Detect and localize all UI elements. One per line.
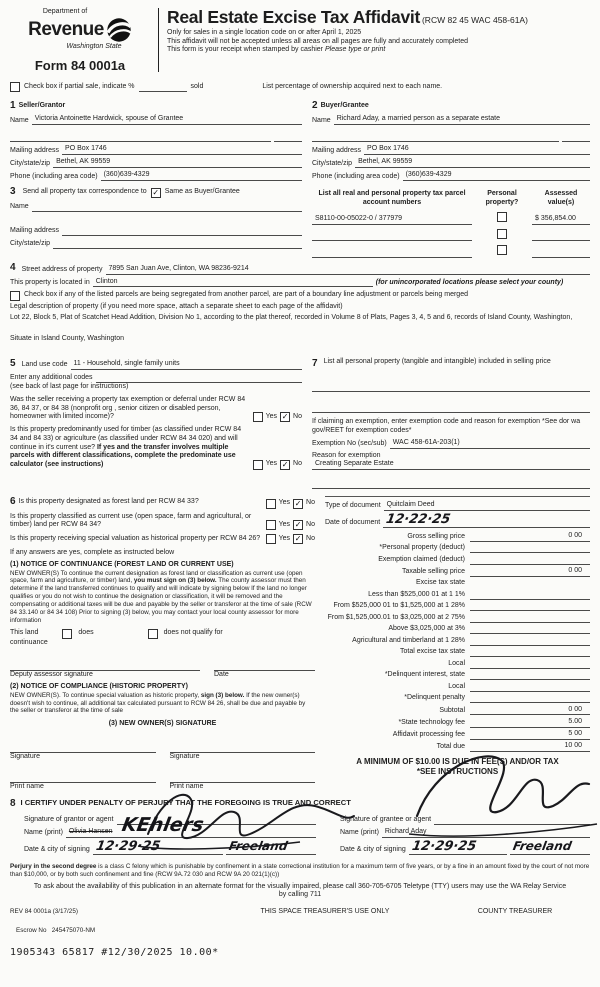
type-of-document-label: Type of document xyxy=(325,502,381,510)
seller-city-label: City/state/zip xyxy=(10,159,51,167)
this-land-label: This land xyxy=(10,629,39,637)
personal-property-checkbox-1[interactable] xyxy=(497,212,507,222)
no-label: No xyxy=(306,534,315,542)
grantor-name-handwriting: KEhlers xyxy=(120,813,206,836)
tax-row-value[interactable] xyxy=(470,660,590,669)
timber-agriculture-question: Is this property predominantly used for timber (as classified under RCW 84 34 and 84 33) or agriculture (as classified under RCW 84 34 020) and will continue in it's current use? If yes and the transfer involves multiple parcels with different classifications, complete the predominate use calculator (see instructions) xyxy=(10,426,242,468)
tax-row-label: Taxable selling price xyxy=(401,568,465,575)
grantee-signature-label: Signature of grantee or agent xyxy=(340,816,432,824)
minimum-due-note: A MINIMUM OF $10.00 IS DUE IN FEE(S) AND/OR TAX xyxy=(356,757,559,766)
new-owner-signature-field-2[interactable] xyxy=(170,741,316,753)
buyer-section xyxy=(312,100,590,182)
section1-number: 1 xyxy=(10,99,16,111)
legal-description-text: Lot 22, Block 5, Plat of Scatchet Head Addition, Division No 1, according to the plat thereof, recorded in Volume 8 of Plats, Pages 3, 4, 5 and 6, records of Island County, Washington, xyxy=(10,314,573,321)
escrow-line xyxy=(16,927,590,935)
grantor-city-handwriting: Freeland xyxy=(227,839,289,854)
legal-description-label: Legal description of property (if you need more space, attach a separate sheet to each page of the affidavit) xyxy=(10,303,343,311)
tax-row-label: From $1,525,000.01 to $3,025,000 at 2 75% xyxy=(327,613,465,621)
seller-name-label: Name xyxy=(10,116,29,124)
tax-row-label: Agricultural and timberland at 1 28% xyxy=(352,636,465,644)
corr-mailing-label: Mailing address xyxy=(10,227,60,234)
land-use-field[interactable]: 11 - Household, single family units xyxy=(71,360,303,370)
parcel-table xyxy=(312,190,590,258)
signature-label: Signature xyxy=(10,753,40,761)
parcel-header-personal: Personal property? xyxy=(485,190,519,206)
washington-state-label: Washington State xyxy=(66,42,122,50)
does-checkbox[interactable] xyxy=(62,629,72,639)
tax-row-label: *State technology fee xyxy=(398,718,465,726)
tax-row-value xyxy=(470,580,590,588)
buyer-name-label: Name xyxy=(312,116,331,124)
additional-codes-field[interactable] xyxy=(96,373,303,383)
tax-row-value[interactable] xyxy=(470,625,590,634)
q2-no-checkbox[interactable]: ✓ xyxy=(281,459,289,469)
street-address-label: Street address of property xyxy=(21,265,103,273)
buyer-city-label: City/state/zip xyxy=(312,159,353,167)
grantee-name-label: Name (print) xyxy=(340,829,379,837)
grantee-city-handwriting: Freeland xyxy=(511,839,573,854)
accessibility-note: To ask about the availability of this publication in an alternate format for the visually impaired, please call 360-705-6705 Teletype (TTY) users may use the WA Relay Service by calling 711 xyxy=(33,882,567,899)
tax-correspondence-section xyxy=(10,186,302,258)
type-of-document-field[interactable]: Quitclaim Deed xyxy=(384,501,590,511)
no-label: No xyxy=(293,412,302,420)
grantor-date-field[interactable] xyxy=(93,841,223,855)
assessed-value-field[interactable] xyxy=(532,249,590,258)
form-title: Real Estate Excise Tax Affidavit xyxy=(167,7,421,27)
notice1-body: NEW OWNER(S) To continue the current designation as forest land or classification as current use (open space, farm and agriculture, or timber) land, you must sign on (3) below. The county assessor must then determine if the land transferred continues to qualify and will indicate by signing below If the land no longer qualifies or you do not wish to continue the designation or classification, it will be removed and the compensating or additional taxes will be due and payable by the seller or transferor at the time of sale (RCW 84 33.140 or 84 34 108) Prior to signing (3) below, you may contact your local county assessor for more information xyxy=(10,569,312,624)
q1-no-checkbox[interactable]: ✓ xyxy=(281,412,289,421)
seller-mailing-label: Mailing address xyxy=(10,146,60,154)
buyer-name-field[interactable]: Richard Aday, a married person as a separate estate xyxy=(334,115,590,125)
tax-row-value[interactable] xyxy=(470,591,590,600)
q1-yes-checkbox[interactable] xyxy=(253,412,263,422)
q6a-no-checkbox[interactable]: ✓ xyxy=(294,498,302,508)
tax-row-label: Exemption claimed (deduct) xyxy=(378,555,465,563)
grantee-name-field[interactable]: Richard Aday xyxy=(382,828,590,838)
grantee-signature-field[interactable] xyxy=(434,815,590,825)
q6c-yes-checkbox[interactable] xyxy=(266,534,276,544)
parcel-header-numbers: List all real and personal property tax parcel account numbers xyxy=(318,190,466,206)
deputy-assessor-signature-field[interactable] xyxy=(10,659,200,671)
type-or-print-note: Please type or print xyxy=(324,46,386,54)
no-label: No xyxy=(306,499,315,507)
q6c-no-checkbox[interactable]: ✓ xyxy=(294,534,302,543)
grantor-name-field[interactable]: Olivia Hansen xyxy=(66,828,316,838)
current-use-question: Is this property classified as current use (open space, farm and agricultural, or timber) land per RCW 84 34? xyxy=(10,512,252,529)
buyer-city-field[interactable]: Bethel, AK 99559 xyxy=(355,158,590,168)
continuance-label: continuance xyxy=(10,638,48,646)
tax-row-label: Local xyxy=(448,682,465,690)
corr-mailing-field[interactable] xyxy=(62,226,302,236)
q6b-yes-checkbox[interactable] xyxy=(266,520,276,530)
property-address-section xyxy=(10,262,590,344)
tax-row-value[interactable] xyxy=(470,683,590,692)
parcel-number-field[interactable] xyxy=(312,249,472,258)
assessed-value-field[interactable] xyxy=(532,232,590,241)
partial-sale-checkbox[interactable] xyxy=(10,82,20,92)
ownership-note: List percentage of ownership acquired next to each name. xyxy=(262,83,443,90)
certify-statement: I CERTIFY UNDER PENALTY OF PERJURY THAT THE FOREGOING IS TRUE AND CORRECT xyxy=(20,797,351,807)
yes-label: Yes xyxy=(278,520,291,528)
forest-land-question: 6 Is this property designated as forest land per RCW 84 33? xyxy=(10,496,199,507)
additional-codes-label: Enter any additional codes xyxy=(10,374,93,382)
segregated-label: Check box if any of the listed parcels are being segregated from another parcel, are part of a boundary line adjustment or parcels being merged xyxy=(24,291,468,299)
tax-row-value[interactable] xyxy=(470,637,590,646)
county-treasurer-label: COUNTY TREASURER xyxy=(477,908,553,916)
grantee-date-label: Date & city of signing xyxy=(340,846,406,854)
parcel-header-assessed: Assessed value(s) xyxy=(544,190,578,206)
land-use-section xyxy=(10,358,302,490)
tax-row-label: Subtotal xyxy=(439,706,465,714)
yes-label: Yes xyxy=(278,534,291,542)
print-name-label: Print name xyxy=(10,782,44,790)
does-label: does xyxy=(78,629,94,637)
situate-text: Situate in Island County, Washington xyxy=(10,334,125,342)
historic-property-question: Is this property receiving special valuation as historical property per RCW 84 26? xyxy=(10,535,261,543)
personal-property-field-1[interactable] xyxy=(312,380,590,392)
seller-section xyxy=(10,100,302,182)
tax-row-value[interactable]: 10 00 xyxy=(470,742,590,752)
section8-number: 8 xyxy=(10,797,16,809)
assessed-value-field[interactable]: $ 356,854.00 xyxy=(532,215,590,225)
grantor-city-field[interactable] xyxy=(226,841,316,855)
partial-sale-percent-field[interactable] xyxy=(139,83,187,92)
tax-row-label: Total due xyxy=(436,743,465,751)
tax-row-label: *Delinquent interest, state xyxy=(384,671,465,679)
date-of-document-handwriting: 12·22·25 xyxy=(385,512,452,527)
buyer-percent-field[interactable] xyxy=(562,133,590,142)
treasurer-use-label: THIS SPACE TREASURER'S USE ONLY xyxy=(260,908,390,916)
notice1-title: (1) NOTICE OF CONTINUANCE (FOREST LAND OR CURRENT USE) xyxy=(10,560,234,568)
buyer-phone-field[interactable]: (360)639-4329 xyxy=(403,171,590,181)
does-not-label: does not qualify for xyxy=(163,629,223,637)
certification-section xyxy=(10,798,590,855)
form-number: Form 84 0001a xyxy=(34,57,126,73)
header-note-2: This affidavit will not be accepted unless all areas on all pages are fully and accurately completed xyxy=(167,37,469,45)
same-as-buyer-checkbox[interactable]: ✓ xyxy=(152,187,160,197)
grantee-date-handwriting: 12·29·25 xyxy=(410,839,478,855)
grantee-signing-block xyxy=(326,812,590,855)
county-note: (for unincorporated locations please select your county) xyxy=(375,278,564,286)
seller-phone-label: Phone (including area code) xyxy=(10,172,98,180)
tax-row-value[interactable] xyxy=(470,648,590,657)
parcel-number-field[interactable]: S8110-00-05022-0 / 377979 xyxy=(312,215,472,225)
notice3-title: (3) NEW OWNER(S) SIGNATURE xyxy=(108,720,217,728)
header-note-3: This form is your receipt when stamped by cashier xyxy=(167,46,324,54)
buyer-mailing-field[interactable]: PO Box 1746 xyxy=(364,145,590,155)
rev-number: REV 84 0001a (3/17/25) xyxy=(10,908,78,916)
tax-row-label: From $525,000 01 to $1,525,000 at 1 28% xyxy=(333,602,465,610)
header-note-1: Only for sales in a single location code on or after April 1, 2025 xyxy=(167,28,362,36)
header xyxy=(10,6,590,74)
section2-number: 2 xyxy=(312,99,318,111)
parcel-row xyxy=(312,229,590,242)
header-divider xyxy=(158,8,159,72)
does-not-checkbox[interactable] xyxy=(148,629,158,639)
print-name-label: Print name xyxy=(169,782,204,790)
signature-label: Signature xyxy=(169,753,200,761)
perjury-statement: Perjury in the second degree is a class C felony which is punishable by confinement in a state correctional institution for a maximum term of five years, or by a fine in an amount fixed by the court of not more than $10,000, or by both such confinement and fine (RCW 9A.72 030 and RCW 9A 20 021(1)(c)) xyxy=(10,862,590,878)
personal-property-checkbox-2[interactable] xyxy=(497,229,507,239)
personal-property-label: List all personal property (tangible and intangible) included in selling price xyxy=(323,357,551,365)
seller-percent-field[interactable] xyxy=(274,133,302,142)
date-of-document-label: Date of document xyxy=(325,519,381,526)
agency-block xyxy=(10,6,150,74)
no-label: No xyxy=(293,460,302,468)
deputy-assessor-label: Deputy assessor signature xyxy=(10,671,93,679)
seller-name-field[interactable]: Victoria Antoinette Hardwick, spouse of Grantee xyxy=(32,115,302,125)
department-of-label: Department of xyxy=(42,8,88,15)
correspondence-label: Send all property tax correspondence to xyxy=(22,188,147,196)
tax-row-label: *Personal property (deduct) xyxy=(379,544,465,552)
tax-row-label: Less than $525,000 01 at 1 1% xyxy=(368,590,465,598)
street-address-field[interactable]: 7895 San Juan Ave, Clinton, WA 98236-9214 xyxy=(106,265,591,275)
tax-row-label: Excise tax state xyxy=(415,579,465,587)
grantor-signature-label: Signature of grantor or agent xyxy=(24,816,114,824)
buyer-name2-field[interactable] xyxy=(312,132,559,142)
claiming-exemption-note: If claiming an exemption, enter exemption code and reason for exemption *See dor wa gov/REET for exemption codes* xyxy=(312,418,581,434)
escrow-label: Escrow No xyxy=(16,926,47,934)
grantor-date-handwriting: 12·29·25 xyxy=(94,839,162,855)
cashier-stamp: 1905343 65817 #12/30/2025 10.00* xyxy=(10,946,219,958)
section7-number: 7 xyxy=(312,357,318,369)
exemption-no-label: Exemption No (sec/sub) xyxy=(312,439,387,447)
grantee-city-field[interactable] xyxy=(510,841,590,855)
exemption-no-field[interactable]: WAC 458-61A-203(1) xyxy=(390,439,590,449)
tax-row-value[interactable]: 5.00 xyxy=(470,718,590,728)
revenue-logo-icon xyxy=(106,17,132,43)
tax-row-value[interactable] xyxy=(470,694,590,703)
see-back-note: (see back of last page for instructions) xyxy=(10,383,129,390)
tax-row-value[interactable] xyxy=(470,614,590,623)
new-owner-signature-field-1[interactable] xyxy=(10,741,156,753)
corr-name-field[interactable] xyxy=(32,202,302,212)
seller-name2-field[interactable] xyxy=(10,132,271,142)
corr-name-label: Name xyxy=(10,203,29,210)
tax-row-value[interactable] xyxy=(470,602,590,611)
notice2-body: NEW OWNER(S). To continue special valuation as historic property, sign (3) below. If the new owner(s) doesn't wish to continue, all additional tax calculated pursuant to RCW 84 26, shall be due and payable by the seller or transferor at the time of sale xyxy=(10,691,306,715)
yes-label: Yes xyxy=(265,460,278,468)
reason-exemption-field[interactable]: Creating Separate Estate xyxy=(312,460,590,470)
new-owner-printname-field-1[interactable] xyxy=(10,771,156,783)
personal-property-field-2[interactable] xyxy=(312,401,590,413)
segregated-checkbox[interactable] xyxy=(10,291,20,301)
personal-property-section xyxy=(312,358,590,490)
tax-row-label: Local xyxy=(448,659,465,667)
deputy-date-label: Date xyxy=(214,671,229,679)
if-yes-note: If any answers are yes, complete as instructed below xyxy=(10,549,175,556)
notice2-title: (2) NOTICE OF COMPLIANCE (HISTORIC PROPERTY) xyxy=(10,683,188,691)
parcel-number-field[interactable] xyxy=(312,232,472,241)
seller-city-field[interactable]: Bethel, AK 99559 xyxy=(53,158,302,168)
no-label: No xyxy=(306,520,315,528)
section4-number: 4 xyxy=(10,262,16,273)
tax-row-value[interactable]: 0 00 xyxy=(470,706,590,716)
located-in-label: This property is located in xyxy=(10,278,90,286)
deputy-date-field[interactable] xyxy=(214,659,315,671)
reason-exemption-label: Reason for exemption xyxy=(312,451,381,459)
exemption-deferral-question: Was the seller receiving a property tax exemption or deferral under RCW 84 36, 84 37, or 84 38 (nonprofit org , senior citizen or disabled person, homeowner with limited income)? xyxy=(10,395,246,421)
buyer-phone-label: Phone (including area code) xyxy=(312,172,400,180)
yes-label: Yes xyxy=(278,499,291,507)
forest-land-section xyxy=(10,496,315,792)
tax-row-value[interactable] xyxy=(470,556,590,565)
sold-label: sold xyxy=(190,83,204,90)
buyer-mailing-label: Mailing address xyxy=(312,146,362,154)
same-as-buyer-label: Same as Buyer/Grantee xyxy=(164,188,240,196)
yes-label: Yes xyxy=(265,412,278,420)
revenue-wordmark: Revenue xyxy=(10,17,150,43)
grantor-name-label: Name (print) xyxy=(24,829,63,837)
tax-row-value[interactable] xyxy=(470,671,590,680)
see-instructions-note: *SEE INSTRUCTIONS xyxy=(416,767,499,776)
corr-city-label: City/state/zip xyxy=(10,240,51,247)
section3-number: 3 xyxy=(10,186,16,198)
grantee-date-field[interactable] xyxy=(409,841,507,855)
document-tax-section xyxy=(325,496,590,792)
tax-row-label: Above $3,025,000 at 3% xyxy=(388,625,465,633)
personal-property-checkbox-3[interactable] xyxy=(497,245,507,255)
seller-mailing-field[interactable]: PO Box 1746 xyxy=(62,145,302,155)
tax-row-value[interactable]: 0 00 xyxy=(470,567,590,577)
escrow-number: 245475070-NM xyxy=(51,926,96,934)
date-of-document-field[interactable] xyxy=(383,514,590,528)
tax-row-label: Affidavit processing fee xyxy=(392,731,465,738)
partial-sale-label: Check box if partial sale, indicate % xyxy=(24,83,135,90)
section6-number: 6 xyxy=(10,496,16,507)
parcel-row xyxy=(312,245,590,258)
tax-row-label: Gross selling price xyxy=(407,532,465,540)
buyer-heading: Buyer/Grantee xyxy=(320,101,369,109)
corr-city-field[interactable] xyxy=(53,239,302,249)
grantor-date-label: Date & city of signing xyxy=(24,846,90,854)
section5-number: 5 xyxy=(10,357,16,369)
parcel-row xyxy=(312,212,590,225)
seller-heading: Seller/Grantor xyxy=(18,101,66,109)
reason-exemption-field-2[interactable] xyxy=(312,477,590,489)
tax-row-label: *Delinquent penalty xyxy=(404,694,465,702)
seller-phone-field[interactable]: (360)639-4329 xyxy=(101,171,302,181)
located-in-field[interactable]: Clinton xyxy=(93,278,373,288)
tax-row-value[interactable]: 5 00 xyxy=(470,730,590,740)
q6b-no-checkbox[interactable]: ✓ xyxy=(294,520,302,529)
tax-row-value[interactable] xyxy=(470,544,590,553)
q2-yes-checkbox[interactable] xyxy=(253,460,263,470)
q6a-yes-checkbox[interactable] xyxy=(266,499,276,509)
land-use-label: Land use code xyxy=(21,361,68,369)
rcw-reference: (RCW 82 45 WAC 458-61A) xyxy=(421,15,528,25)
new-owner-printname-field-2[interactable] xyxy=(170,771,316,783)
tax-row-label: Total excise tax state xyxy=(400,648,465,656)
tax-row-value[interactable]: 0 00 xyxy=(470,532,590,542)
